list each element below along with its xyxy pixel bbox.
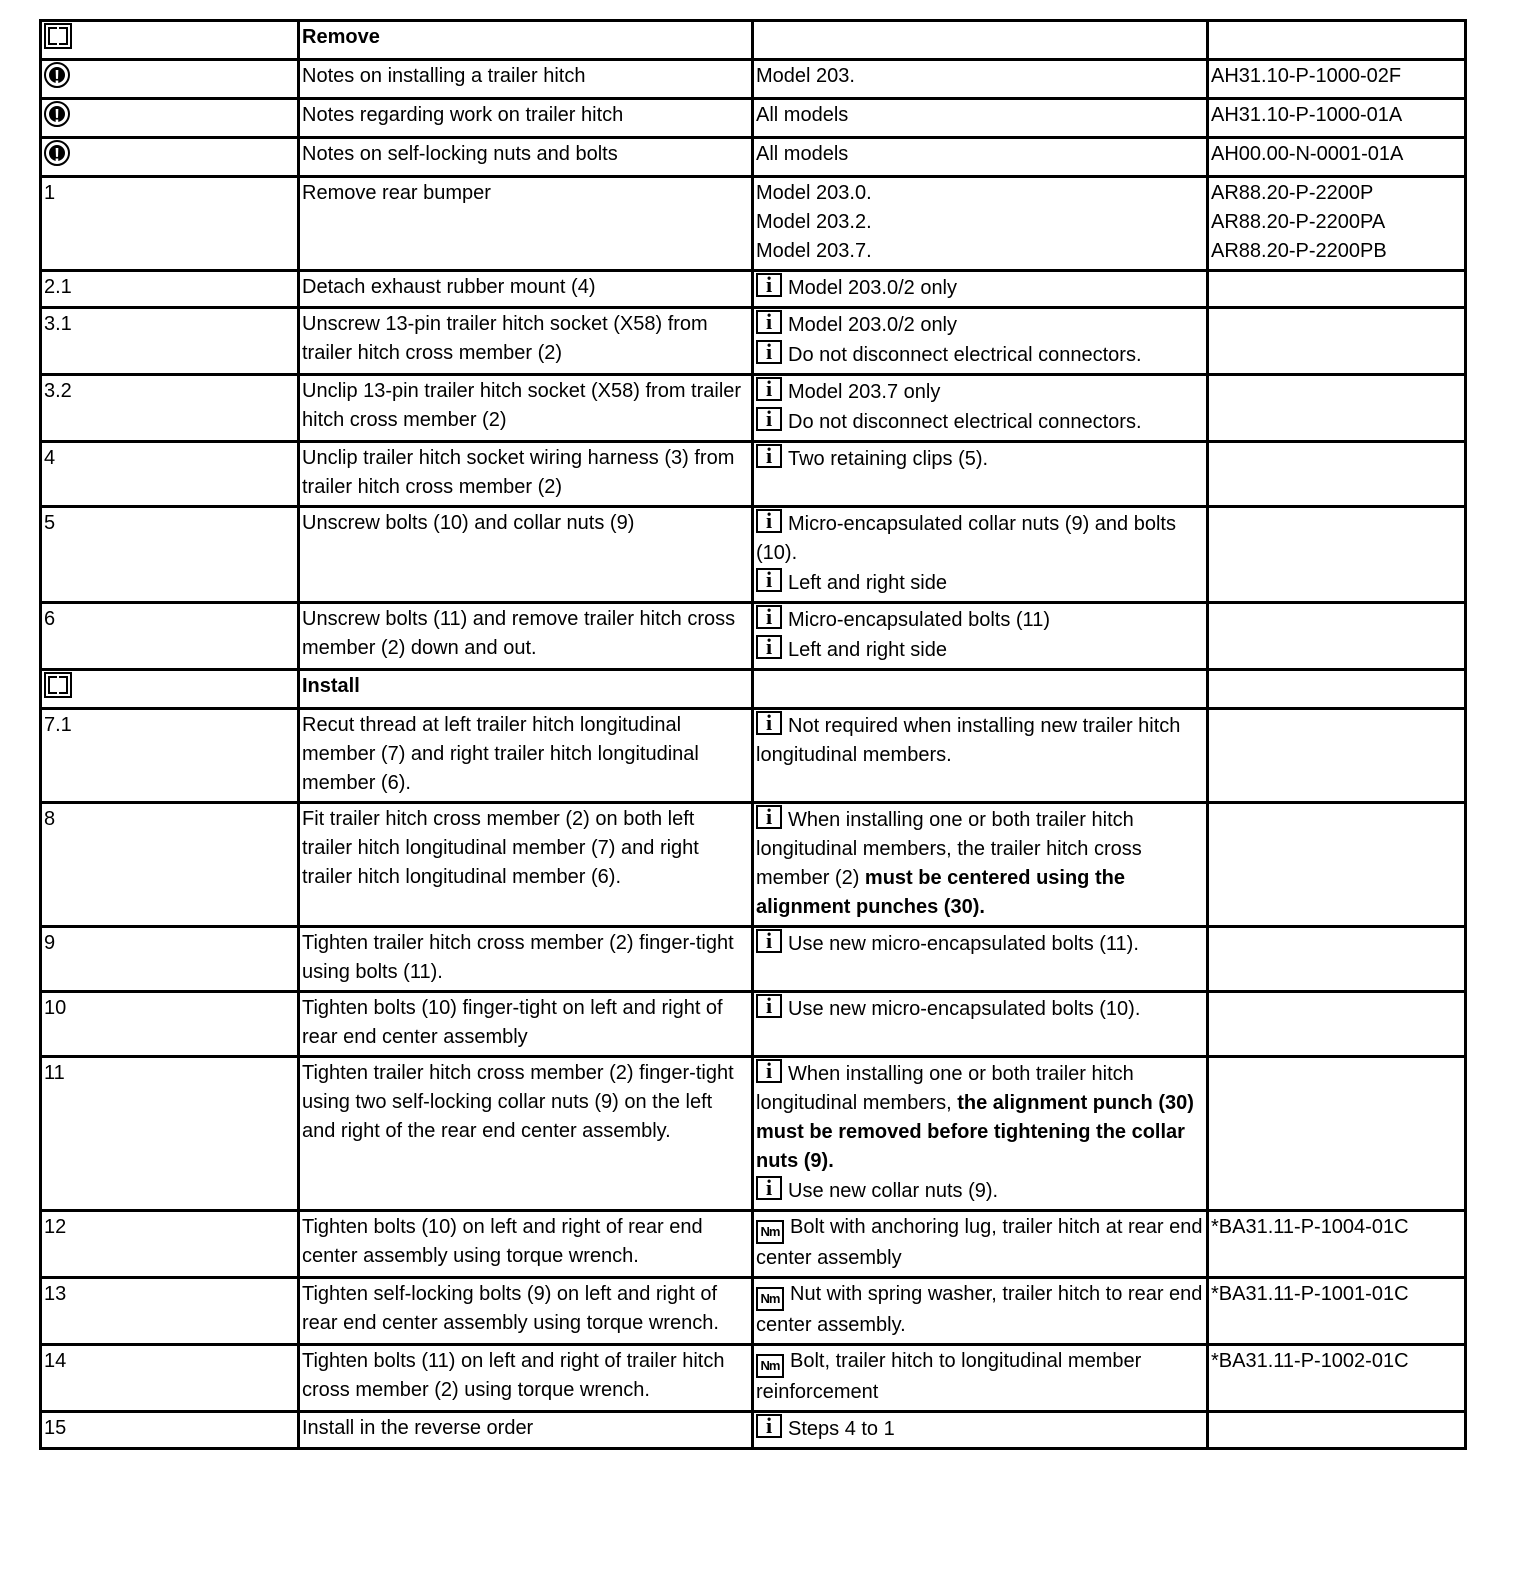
note-line: [756, 1213, 1203, 1273]
note-text: Use new collar nuts (9).: [788, 1180, 999, 1202]
description-cell: [299, 21, 753, 60]
note-line: [756, 605, 1203, 635]
description-cell: [299, 308, 753, 375]
note-line: [756, 929, 1203, 959]
expand-icon: [44, 23, 72, 49]
step-cell: [41, 803, 299, 927]
note-text: Use new micro-encapsulated bolts (11).: [788, 933, 1139, 955]
note-line: [756, 805, 1203, 922]
description-cell: [299, 271, 753, 308]
note-text: When installing one or both trailer hitch longitudinal members,: [756, 1063, 1134, 1114]
step-number: 5: [44, 512, 56, 534]
reference-code: AR88.20-P-2200PB: [1211, 240, 1387, 262]
note-line: [756, 568, 1203, 598]
step-cell: [41, 138, 299, 177]
step-cell: [41, 927, 299, 992]
description-cell: [299, 177, 753, 271]
step-cell: [41, 1345, 299, 1412]
step-description: Unclip 13-pin trailer hitch socket (X58) from trailer hitch cross member (2): [302, 380, 742, 431]
notes-cell: [753, 271, 1208, 308]
table-row: [41, 927, 1466, 992]
step-description: Remove: [302, 26, 380, 48]
step-cell: [41, 99, 299, 138]
step-number: 7.1: [44, 714, 72, 736]
note-line: [756, 1059, 1203, 1176]
procedure-table-body: [41, 21, 1466, 1449]
notes-cell: [753, 99, 1208, 138]
info-icon: [756, 805, 782, 829]
info-icon: [756, 605, 782, 629]
reference-cell: [1208, 308, 1466, 375]
note-line: [756, 101, 1203, 130]
description-cell: [299, 927, 753, 992]
note-text: Model 203.: [756, 65, 855, 87]
description-cell: [299, 99, 753, 138]
description-cell: [299, 603, 753, 670]
step-number: 11: [44, 1062, 65, 1084]
reference-cell: [1208, 803, 1466, 927]
info-icon: [756, 407, 782, 431]
reference-cell: [1208, 138, 1466, 177]
step-description: Unscrew 13-pin trailer hitch socket (X58) from trailer hitch cross member (2): [302, 313, 708, 364]
reference-cell: [1208, 99, 1466, 138]
description-cell: [299, 1412, 753, 1449]
table-row: [41, 603, 1466, 670]
note-text: Model 203.0.: [756, 182, 872, 204]
step-description: Tighten trailer hitch cross member (2) finger-tight using two self-locking collar nuts (9) on the left and right of the rear end center assembly.: [302, 1062, 734, 1142]
note-text: All models: [756, 104, 849, 126]
step-number: 3.2: [44, 380, 72, 402]
notes-cell: [753, 21, 1208, 60]
step-cell: [41, 1211, 299, 1278]
note-line: [756, 1414, 1203, 1444]
note-text: Left and right side: [788, 572, 947, 594]
step-number: 2.1: [44, 276, 72, 298]
notes-cell: [753, 1057, 1208, 1211]
info-icon: [756, 273, 782, 297]
notes-cell: [753, 442, 1208, 507]
note-line: [756, 1347, 1203, 1407]
table-row: [41, 992, 1466, 1057]
step-cell: [41, 60, 299, 99]
note-text: Do not disconnect electrical connectors.: [788, 411, 1142, 433]
info-icon: [756, 377, 782, 401]
info-icon: [756, 929, 782, 953]
note-line: [756, 407, 1203, 437]
description-cell: [299, 803, 753, 927]
step-cell: [41, 1057, 299, 1211]
step-cell: [41, 271, 299, 308]
description-cell: [299, 1057, 753, 1211]
note-line: [756, 208, 1203, 237]
step-cell: [41, 1412, 299, 1449]
step-number: 13: [44, 1283, 67, 1305]
expand-icon: [44, 672, 72, 698]
step-description: Install in the reverse order: [302, 1417, 534, 1439]
procedure-table: [39, 19, 1467, 1450]
notes-cell: [753, 138, 1208, 177]
note-line: [756, 237, 1203, 266]
info-icon: [756, 310, 782, 334]
note-text: Do not disconnect electrical connectors.: [788, 344, 1142, 366]
step-description: Unclip trailer hitch socket wiring harness (3) from trailer hitch cross member (2): [302, 447, 735, 498]
description-cell: [299, 709, 753, 803]
reference-cell: [1208, 271, 1466, 308]
step-number: 3.1: [44, 313, 72, 335]
note-text: Steps 4 to 1: [788, 1418, 895, 1440]
step-description: Notes regarding work on trailer hitch: [302, 104, 624, 126]
info-icon: [756, 444, 782, 468]
table-row: [41, 507, 1466, 603]
note-emphasis: must be centered using the alignment punches (30).: [756, 867, 1125, 918]
step-number: 4: [44, 447, 56, 469]
table-row: [41, 442, 1466, 507]
table-row: [41, 271, 1466, 308]
reference-cell: [1208, 1057, 1466, 1211]
step-description: Notes on installing a trailer hitch: [302, 65, 586, 87]
step-cell: [41, 177, 299, 271]
reference-cell: [1208, 927, 1466, 992]
notes-cell: [753, 803, 1208, 927]
reference-cell: [1208, 1211, 1466, 1278]
info-icon: [756, 568, 782, 592]
description-cell: [299, 1278, 753, 1345]
table-row: [41, 308, 1466, 375]
note-text: Use new micro-encapsulated bolts (10).: [788, 998, 1141, 1020]
notes-cell: [753, 308, 1208, 375]
notes-cell: [753, 1345, 1208, 1412]
table-row: [41, 60, 1466, 99]
notes-cell: [753, 507, 1208, 603]
table-row: [41, 99, 1466, 138]
note-line: [756, 994, 1203, 1024]
reference-code: AR88.20-P-2200PA: [1211, 211, 1386, 233]
torque-icon: Nm: [756, 1354, 784, 1378]
step-description: Tighten bolts (11) on left and right of trailer hitch cross member (2) using torque wrench.: [302, 1350, 725, 1401]
reference-code: AH31.10-P-1000-01A: [1211, 104, 1403, 126]
step-description: Tighten bolts (10) finger-tight on left and right of rear end center assembly: [302, 997, 723, 1048]
reference-cell: [1208, 992, 1466, 1057]
step-description: Remove rear bumper: [302, 182, 491, 204]
step-number: 1: [44, 182, 56, 204]
table-row: [41, 1345, 1466, 1412]
note-line: [756, 179, 1203, 208]
description-cell: [299, 1211, 753, 1278]
step-number: 15: [44, 1417, 67, 1439]
note-line: [756, 62, 1203, 91]
table-row: [41, 803, 1466, 927]
description-cell: [299, 442, 753, 507]
step-number: 9: [44, 932, 56, 954]
step-description: Recut thread at left trailer hitch longitudinal member (7) and right trailer hitch longitudinal member (6).: [302, 714, 699, 794]
table-row: [41, 375, 1466, 442]
reference-cell: [1208, 603, 1466, 670]
reference-code: AH31.10-P-1000-02F: [1211, 65, 1402, 87]
step-description: Tighten bolts (10) on left and right of rear end center assembly using torque wrench.: [302, 1216, 703, 1267]
note-line: [756, 1280, 1203, 1340]
note-text: Model 203.7 only: [788, 381, 941, 403]
description-cell: [299, 60, 753, 99]
reference-cell: [1208, 177, 1466, 271]
notes-cell: [753, 177, 1208, 271]
notes-cell: [753, 670, 1208, 709]
info-icon: [756, 635, 782, 659]
reference-cell: [1208, 21, 1466, 60]
notes-cell: [753, 927, 1208, 992]
note-line: [756, 444, 1203, 474]
step-number: 14: [44, 1350, 67, 1372]
step-cell: [41, 670, 299, 709]
note-text: Model 203.0/2 only: [788, 314, 958, 336]
step-description: Fit trailer hitch cross member (2) on both left trailer hitch longitudinal member (7) and right trailer hitch longitudinal member (6).: [302, 808, 699, 888]
step-description: Unscrew bolts (11) and remove trailer hitch cross member (2) down and out.: [302, 608, 736, 659]
notes-cell: [753, 1278, 1208, 1345]
reference-cell: [1208, 1412, 1466, 1449]
note-line: [756, 310, 1203, 340]
reference-cell: [1208, 442, 1466, 507]
reference-code: *BA31.11-P-1001-01C: [1211, 1283, 1409, 1305]
note-line: [756, 140, 1203, 169]
step-number: 10: [44, 997, 67, 1019]
note-text: Left and right side: [788, 639, 947, 661]
note-text: Bolt with anchoring lug, trailer hitch at rear end center assembly: [756, 1216, 1203, 1269]
note-text: Not required when installing new trailer hitch longitudinal members.: [756, 715, 1181, 766]
step-cell: [41, 375, 299, 442]
note-text: Two retaining clips (5).: [788, 448, 989, 470]
description-cell: [299, 507, 753, 603]
info-icon: [756, 711, 782, 735]
note-text: Bolt, trailer hitch to longitudinal member reinforcement: [756, 1350, 1142, 1403]
note-text: Model 203.0/2 only: [788, 277, 958, 299]
step-cell: [41, 992, 299, 1057]
step-description: Tighten trailer hitch cross member (2) finger-tight using bolts (11).: [302, 932, 734, 983]
reference-code: *BA31.11-P-1002-01C: [1211, 1350, 1409, 1372]
note-line: [756, 711, 1203, 770]
step-description: Install: [302, 675, 360, 697]
reference-cell: [1208, 1345, 1466, 1412]
note-text: Model 203.2.: [756, 211, 872, 233]
description-cell: [299, 670, 753, 709]
note-text: Nut with spring washer, trailer hitch to rear end center assembly.: [756, 1283, 1203, 1336]
table-row: [41, 138, 1466, 177]
table-row: [41, 1057, 1466, 1211]
notes-cell: [753, 1211, 1208, 1278]
info-icon: [756, 1176, 782, 1200]
step-description: Unscrew bolts (10) and collar nuts (9): [302, 512, 635, 534]
torque-icon: Nm: [756, 1220, 784, 1244]
note-line: [756, 1176, 1203, 1206]
step-cell: [41, 507, 299, 603]
step-description: Detach exhaust rubber mount (4): [302, 276, 596, 298]
reference-code: *BA31.11-P-1004-01C: [1211, 1216, 1409, 1238]
reference-cell: [1208, 709, 1466, 803]
warning-icon: [44, 62, 70, 88]
note-text: All models: [756, 143, 849, 165]
note-text: Micro-encapsulated collar nuts (9) and bolts (10).: [756, 513, 1176, 564]
step-cell: [41, 709, 299, 803]
note-emphasis: the alignment punch (30) must be removed before tightening the collar nuts (9).: [756, 1092, 1194, 1172]
reference-cell: [1208, 507, 1466, 603]
notes-cell: [753, 603, 1208, 670]
info-icon: [756, 1414, 782, 1438]
info-icon: [756, 994, 782, 1018]
note-line: [756, 635, 1203, 665]
reference-code: AH00.00-N-0001-01A: [1211, 143, 1404, 165]
reference-cell: [1208, 60, 1466, 99]
reference-code: AR88.20-P-2200P: [1211, 182, 1374, 204]
info-icon: [756, 509, 782, 533]
note-text: When installing one or both trailer hitch longitudinal members, the trailer hitch cross member (2): [756, 809, 1142, 889]
description-cell: [299, 375, 753, 442]
note-line: [756, 377, 1203, 407]
description-cell: [299, 138, 753, 177]
step-description: Notes on self-locking nuts and bolts: [302, 143, 618, 165]
notes-cell: [753, 992, 1208, 1057]
step-cell: [41, 308, 299, 375]
note-line: [756, 509, 1203, 568]
note-line: [756, 340, 1203, 370]
reference-cell: [1208, 375, 1466, 442]
info-icon: [756, 340, 782, 364]
note-text: Model 203.7.: [756, 240, 872, 262]
reference-cell: [1208, 1278, 1466, 1345]
note-text: Micro-encapsulated bolts (11): [788, 609, 1050, 631]
notes-cell: [753, 60, 1208, 99]
notes-cell: [753, 1412, 1208, 1449]
warning-icon: [44, 101, 70, 127]
note-line: [756, 273, 1203, 303]
info-icon: [756, 1059, 782, 1083]
table-row: [41, 1412, 1466, 1449]
step-cell: [41, 603, 299, 670]
table-row: [41, 670, 1466, 709]
notes-cell: [753, 375, 1208, 442]
warning-icon: [44, 140, 70, 166]
step-description: Tighten self-locking bolts (9) on left and right of rear end center assembly using torque wrench.: [302, 1283, 719, 1334]
table-row: [41, 1211, 1466, 1278]
step-cell: [41, 1278, 299, 1345]
description-cell: [299, 992, 753, 1057]
step-number: 8: [44, 808, 56, 830]
notes-cell: [753, 709, 1208, 803]
table-row: [41, 709, 1466, 803]
step-number: 12: [44, 1216, 67, 1238]
table-row: [41, 21, 1466, 60]
table-row: [41, 1278, 1466, 1345]
torque-icon: Nm: [756, 1287, 784, 1311]
table-row: [41, 177, 1466, 271]
step-cell: [41, 21, 299, 60]
step-number: 6: [44, 608, 56, 630]
description-cell: [299, 1345, 753, 1412]
step-cell: [41, 442, 299, 507]
reference-cell: [1208, 670, 1466, 709]
